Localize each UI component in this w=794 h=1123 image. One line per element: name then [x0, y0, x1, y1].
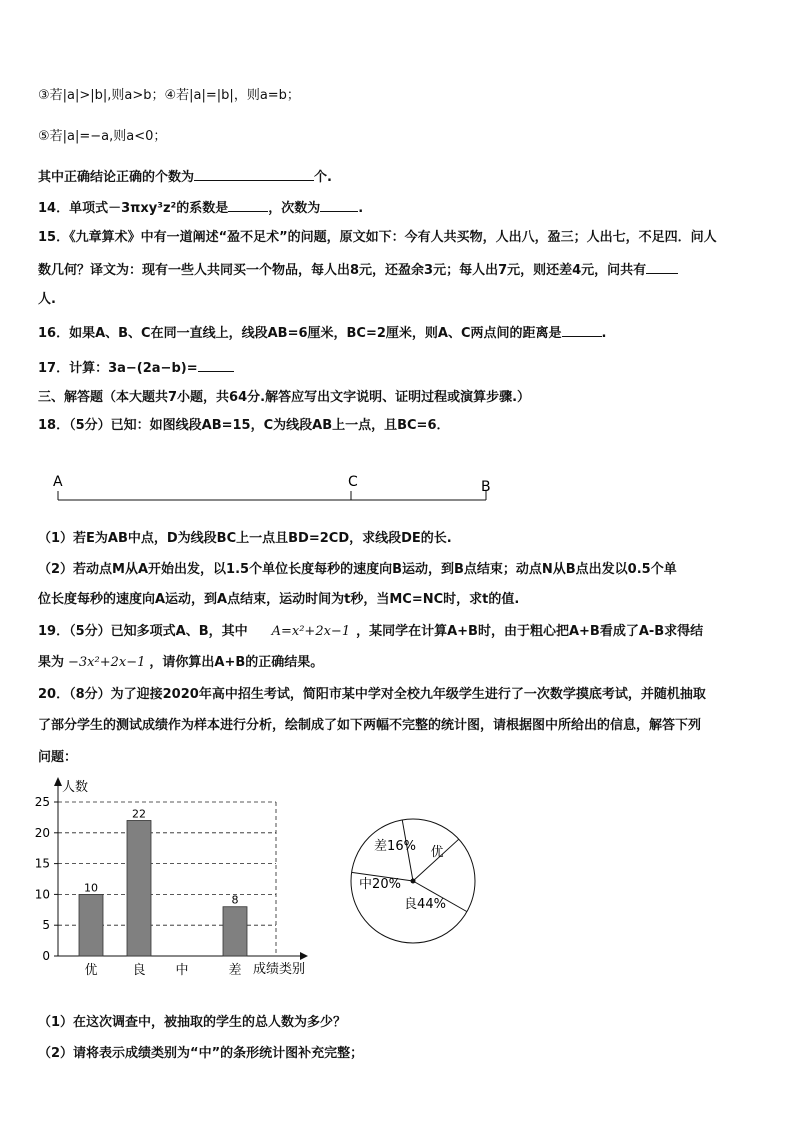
x-tick-label: 良 [132, 963, 146, 978]
label-b: B [481, 479, 491, 495]
question-15-line2: 数几何？译文为：现有一些人共同买一个物品，每人出8元，还盈余3元；每人出7元，则还差4元，问共有 [38, 259, 678, 281]
question-20-line3: 问题： [38, 750, 78, 765]
data-label: 10 [84, 881, 98, 895]
x-tick-label: 差 [228, 963, 242, 978]
question-15-line1: 15．《九章算术》中有一道阐述“盈不足术”的问题，原文如下：今有人共买物，人出八，盈三；人出七，不足四．问人 [38, 230, 717, 245]
y-tick-label: 5 [42, 918, 50, 933]
y-tick-label: 15 [34, 856, 50, 871]
question-20-line1: 20．（8分）为了迎接2020年高中招生考试，简阳市某中学对全校九年级学生进行了一次数学摸底考试，并随机抽取 [38, 687, 706, 702]
item-5: ⑤若|a|=−a,则a<0； [38, 129, 167, 144]
question-20-part2: （2）请将表示成绩类别为“中”的条形统计图补充完整； [38, 1046, 364, 1061]
pie-label: 优 [430, 845, 444, 860]
question-15-line3: 人. [38, 292, 56, 307]
label-c: C [348, 474, 358, 490]
x-tick-label: 中 [175, 963, 189, 978]
data-label: 8 [231, 893, 239, 907]
x-axis-label: 成绩类别 [253, 962, 306, 977]
y-tick-label: 20 [34, 825, 50, 840]
data-label: 22 [132, 807, 146, 821]
y-axis-label: 人数 [62, 780, 89, 795]
question-18: 18．（5分）已知：如图线段AB=15，C为线段AB上一点，且BC=6． [38, 418, 450, 433]
question-19-line1: 19．（5分）已知多项式A、B，其中 A=x²+2x−1 ，某同学在计算A+B时，由于粗心把A+B看成了A-B求得结 [38, 624, 704, 639]
label-a: A [53, 474, 63, 490]
y-tick-label: 0 [42, 949, 50, 963]
y-tick-label: 25 [34, 795, 50, 809]
q13-answer-line: 其中正确结论正确的个数为 个. [38, 166, 332, 188]
pie-center [411, 879, 416, 884]
pie-label: 良44% [404, 897, 446, 912]
pie-label: 中20% [359, 877, 401, 892]
question-14: 14．单项式－3πxy³z²的系数是 ，次数为 . [38, 197, 363, 219]
pie-label: 差16% [374, 839, 416, 854]
item-3-4: ③若|a|>|b|,则a>b；④若|a|=|b|，则a=b； [38, 88, 300, 103]
question-18-part2-line2: 位长度每秒的速度向A运动，到A点结束，运动时间为t秒，当MC=NC时，求t的值. [38, 592, 520, 607]
question-20-line2: 了部分学生的测试成绩作为样本进行分析，绘制成了如下两幅不完整的统计图，请根据图中所给出的信息，解答下列 [38, 718, 702, 733]
question-18-part1: （1）若E为AB中点，D为线段BC上一点且BD=2CD，求线段DE的长. [38, 531, 452, 546]
question-16: 16．如果A、B、C在同一直线上，线段AB=6厘米，BC=2厘米，则A、C两点间的距离是 . [38, 322, 606, 344]
x-tick-label: 优 [84, 963, 98, 978]
question-20-part1: （1）在这次调查中，被抽取的学生的总人数为多少？ [38, 1015, 347, 1030]
y-tick-label: 10 [34, 887, 50, 902]
question-19-line2: 果为 −3x²+2x−1 ，请你算出A+B的正确结果。 [38, 655, 324, 670]
question-18-part2-line1: （2）若动点M从A开始出发，以1.5个单位长度每秒的速度向B运动，到B点结束；动点N从B点出发以0.5个单 [38, 562, 677, 577]
section-3-heading: 三、解答题（本大题共7小题，共64分.解答应写出文字说明、证明过程或演算步骤.） [38, 390, 531, 405]
question-17: 17．计算：3a−(2a−b)= [38, 357, 234, 379]
